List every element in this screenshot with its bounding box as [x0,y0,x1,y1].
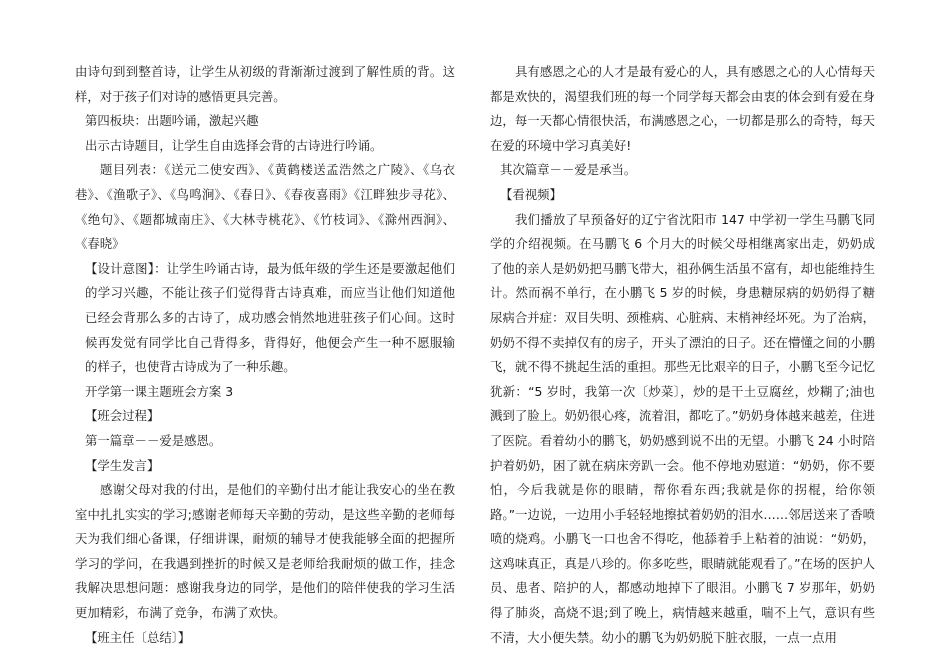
left-column [75,60,455,650]
section-heading-meeting-process: 【班会过程】 [85,408,160,424]
paragraph-gratitude-speech: 感谢父母对我的付出，是他们的辛勤付出才能让我安心的坐在教室中扎扎实实的学习;感谢老师每天辛勤的劳动，是这些辛勤的老师每天为我们细心备课，仔细讲课，耐烦的辅导才使我能够全面的把握所学习的学问，在我遇到挫折的时候又是老师给我耐烦的做工作，挂念我解决思想问题：感谢我身边的同学，是他们的陪伴使我的学习生活更加精彩，布满了竞争，布满了欢快。 [75,482,455,621]
right-column [490,60,875,650]
section-heading-chapter-two: 其次篇章－－爱是承当。 [500,162,637,178]
section-heading-fourth-block: 第四板块：出题吟诵，激起兴趣 [85,113,259,129]
paragraph-video-story: 我们播放了早预备好的辽宁省沈阳市 147 中学初一学生马鹏飞同学的介绍视频。在马鹏飞 6 个月大的时候父母相继离家出走，奶奶成了他的亲人是奶奶把马鹏飞带大，祖孙俩生活虽不富有，却也能维持生计。然而祸不单行，在小鹏飞 5 岁的时候，身患糖尿病的奶奶得了糖尿病合并症：双目失明、颈椎病、心脏病、末梢神经坏死。为了治病，奶奶不得不卖掉仅有的房子，开头了漂泊的日子。还在懵懂之间的小鹏飞，就不得不挑起生活的重担。那些无比艰辛的日子，小鹏飞至今记忆犹新：“5 岁时，我第一次〔炒菜〕，炒的是干土豆腐丝，炒糊了;油也溅到了脸上。奶奶很心疼，流着泪，都吃了。”奶奶身体越来越差，住进了医院。看着幼小的鹏飞，奶奶感到说不出的无望。小鹏飞 24 小时陪护着奶奶，困了就在病床旁趴一会。他不停地劝慰道：“奶奶，你不要怕，今后我就是你的眼睛，帮你看东西;我就是你的拐棍，给你领路。”一边说，一边用小手轻轻地擦拭着奶奶的泪水……邻居送来了香喷喷的烧鸡。小鹏飞一口也舍不得吃，他舔着手上粘着的油说：“奶奶，这鸡味真正，真是八珍的。你多吃些，眼睛就能观看了。”在场的医护人员、患者、陪护的人，都感动地掉下了眼泪。小鹏飞 7 岁那年，奶奶得了肺炎，高烧不退;到了晚上，病情越来越重，喘不上气，意识有些不清，大小便失禁。幼小的鹏飞为奶奶脱下脏衣服，一点一点用 [490,211,875,645]
section-heading-teacher-summary: 【班主任〔总结〕】 [85,629,191,645]
section-heading-student-speech: 【学生发言】 [85,457,160,473]
paragraph-poem-method: 由诗句到到整首诗，让学生从初级的背渐渐过渡到了解性质的背。这样，对于孩子们对诗的感悟更具完善。 [75,64,455,104]
paragraph-show-titles: 出示古诗题目，让学生自由选择会背的古诗进行吟诵。 [85,137,383,153]
section-heading-watch-video: 【看视频】 [500,186,562,202]
section-heading-chapter-one: 第一篇章－－爱是感恩。 [85,432,222,448]
paragraph-title-list: 题目列表：《送元二使安西》、《黄鹤楼送孟浩然之广陵》、《乌衣巷》、《渔歌子》、《鸟鸣涧》、《春日》、《春夜喜雨》《江畔独步寻花》、《绝句》、《题都城南庄》、《大林寺桃花》、《竹枝词》、《滁州西涧》、《春晓》 [75,162,455,252]
paragraph-grateful-heart: 具有感恩之心的人才是最有爱心的人，具有感恩之心的人心情每天都是欢快的，渴望我们班的每一个同学每天都会由衷的体会到有爱在身边，每一天都心情很快活，布满感恩之心，一切都是那么的奇特，每天在爱的环境中学习真美好! [490,64,875,153]
paragraph-design-intent: 【设计意图】：让学生吟诵古诗，最为低年级的学生还是要激起他们的学习兴趣，不能让孩子们觉得背古诗真难，而应当让他们知道他已经会背那么多的古诗了，成功感会悄然地进驻孩子们心间。这时候再发觉有同学比自己背得多，背得好，他便会产生一种不愿服输的样子，也使背古诗成为了一种乐趣。 [85,260,455,375]
section-heading-plan-3: 开学第一课主题班会方案 3 [85,383,234,399]
